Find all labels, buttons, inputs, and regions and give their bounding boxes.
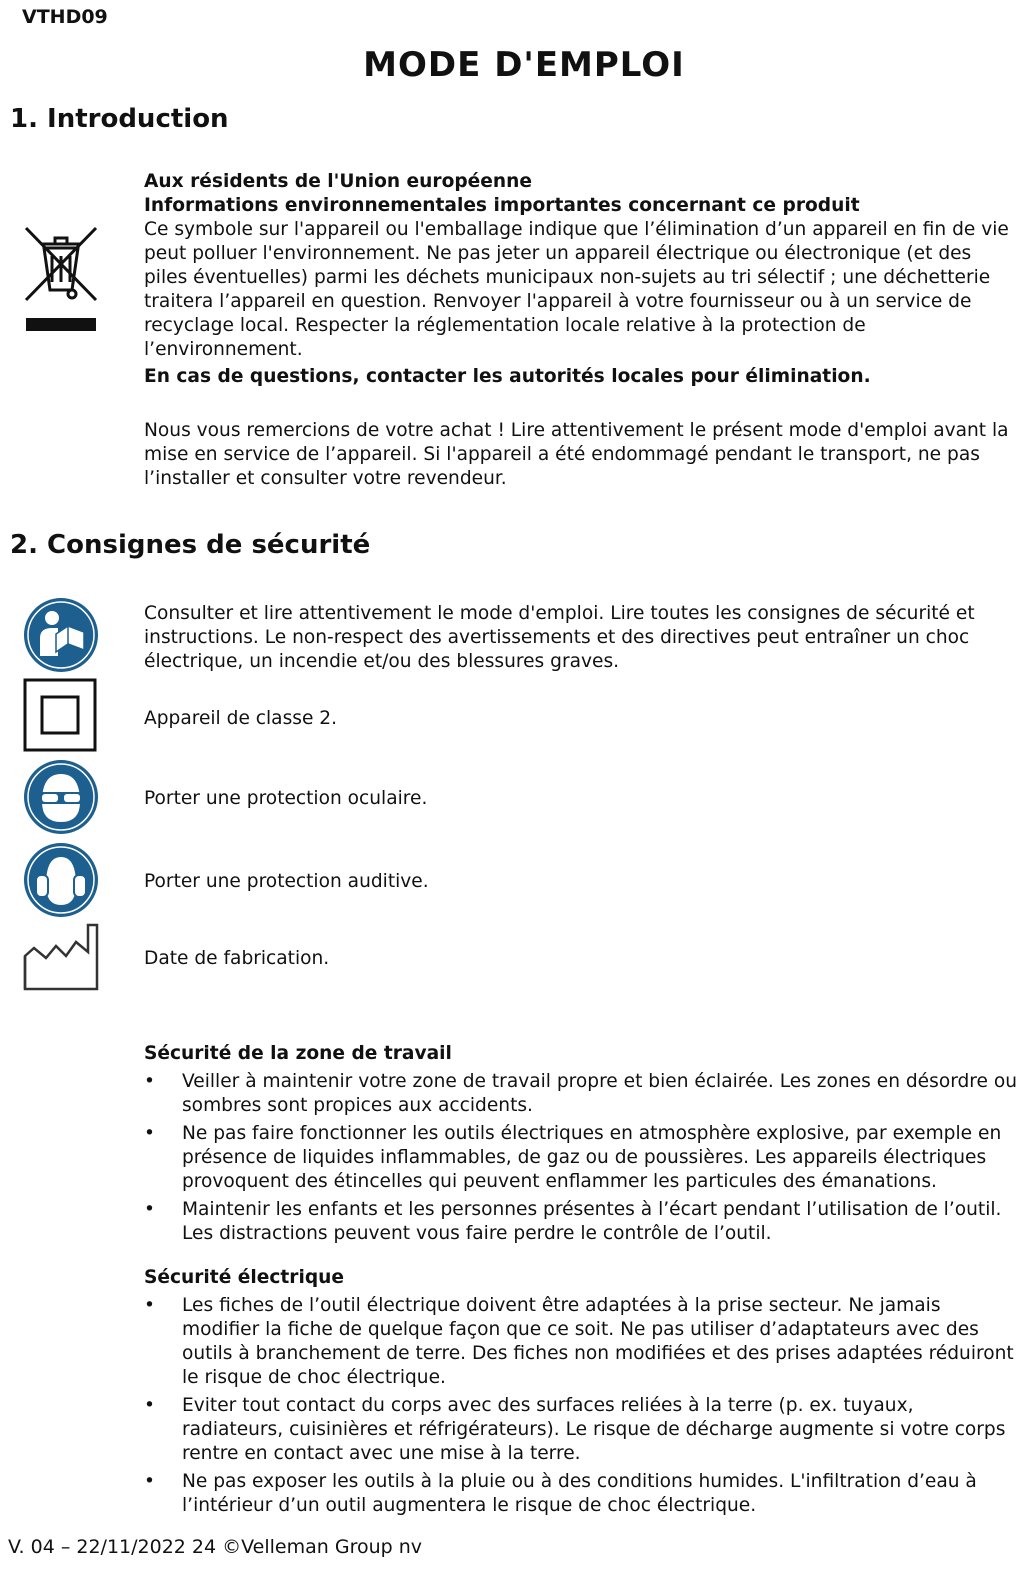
contact-text: En cas de questions, contacter les autorités locales pour élimination. [144,366,871,387]
eu-residents-heading: Aux résidents de l'Union européenne [144,171,532,192]
weee-icon [22,222,100,334]
work-area-heading: Sécurité de la zone de travail [144,1043,452,1064]
list-item: • Maintenir les enfants et les personnes présentes à l’écart pendant l’utilisation de l’outil. Les distractions peuvent vous faire perdre le contrôle de l’outil. [144,1198,1018,1246]
list-item: • Ne pas exposer les outils à la pluie ou à des conditions humides. L'infiltration d’eau à l’intérieur d’un outil augmentera le risque de choc électrique. [144,1470,1018,1518]
list-item: • Veiller à maintenir votre zone de travail propre et bien éclairée. Les zones en désordre ou sombres sont propices aux accidents. [144,1070,1018,1118]
class-2-icon [22,677,98,753]
list-item: • Les fiches de l’outil électrique doivent être adaptées à la prise secteur. Ne jamais modifier la fiche de quelque façon que ce soit. Ne pas utiliser d’adaptateurs avec des outils à branchement de terre. Des fiches non modifiées et des prises adaptées réduiront le risque de choc électrique. [144,1294,1018,1390]
environment-text: Ce symbole sur l'appareil ou l'emballage indique que l’élimination d’un appareil en fin de vie peut polluer l'environnement. Ne pas jeter un appareil électrique ou électronique (et des piles éventuelles) parmi les déchets municipaux non-sujets au tri sélectif ; une déchetterie traitera l’appareil en question. Renvoyer l'appareil à votre fournisseur ou à un service de recyclage local. Respecter la réglementation locale relative à la protection de l’environnement. [144,219,1009,360]
thanks-text: Nous vous remercions de votre achat ! Lire attentivement le présent mode d'emploi avant la mise en service de l’appareil. Si l'appareil a été endommagé pendant le transport, ne pas l’installer et consulter votre revendeur. [144,420,1009,489]
work-area-safety-section [144,1042,1018,1250]
electrical-heading: Sécurité électrique [144,1267,344,1288]
electrical-safety-section [144,1266,1018,1522]
eye-protection-icon [22,758,100,836]
page-footer: V. 04 – 22/11/2022 24 ©Velleman Group nv [8,1536,423,1558]
hearing-protection-icon [22,841,100,919]
page-title: MODE D'EMPLOI [363,45,685,85]
read-manual-icon [22,596,100,674]
intro-heading: 1. Introduction [10,104,229,134]
safety-heading: 2. Consignes de sécurité [10,530,371,560]
document-code: VTHD09 [22,6,108,28]
hearing-protection-text: Porter une protection auditive. [144,871,429,892]
environment-heading: Informations environnementales importantes concernant ce produit [144,195,860,216]
list-item: • Ne pas faire fonctionner les outils électriques en atmosphère explosive, par exemple en présence de liquides inflammables, de gaz ou de poussières. Les appareils électriques provoquent des étincelles qui peuvent enflammer les particules des émanations. [144,1122,1018,1194]
list-item: • Eviter tout contact du corps avec des surfaces reliées à la terre (p. ex. tuyaux, radiateurs, cuisinières et réfrigérateurs). Le risque de décharge augmente si votre corps rentre en contact avec une mise à la terre. [144,1394,1018,1466]
manufacture-date-icon [22,922,100,992]
eye-protection-text: Porter une protection oculaire. [144,788,428,809]
manufacture-date-text: Date de fabrication. [144,948,330,969]
read-manual-text: Consulter et lire attentivement le mode d'emploi. Lire toutes les consignes de sécurité et instructions. Le non-respect des avertissements et des directives peut entraîner un choc électrique, un incendie et/ou des blessures graves. [144,603,975,672]
class-2-text: Appareil de classe 2. [144,708,338,729]
environment-section [144,170,1016,389]
